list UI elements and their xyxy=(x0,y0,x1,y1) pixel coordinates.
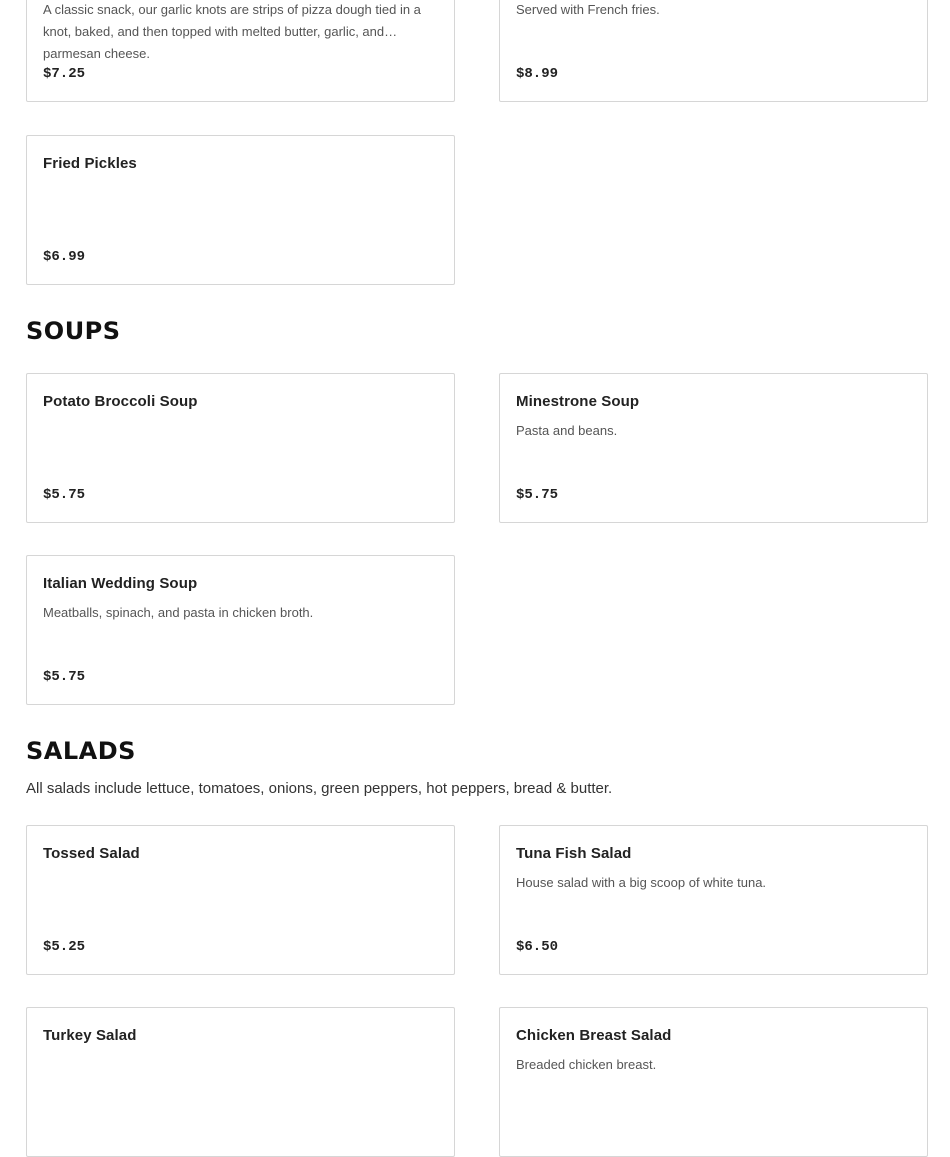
menu-item-card-italian-wedding-soup[interactable] xyxy=(26,555,455,705)
menu-item-card[interactable] xyxy=(499,0,928,102)
menu-item-price: $8.99 xyxy=(516,66,559,82)
menu-item-card-potato-broccoli-soup[interactable] xyxy=(26,373,455,523)
section-title-soups: SOUPS xyxy=(26,317,121,345)
menu-item-card-fried-pickles[interactable] xyxy=(26,135,455,285)
menu-item-price: $5.75 xyxy=(43,669,86,685)
menu-item-description: Served with French fries. xyxy=(516,2,660,17)
menu-item-card-tuna-fish-salad[interactable] xyxy=(499,825,928,975)
menu-item-description: Breaded chicken breast. xyxy=(516,1057,657,1072)
menu-item-price: $5.75 xyxy=(43,487,86,503)
menu-item-price: $6.50 xyxy=(516,939,559,955)
menu-item-price: $7.25 xyxy=(43,66,86,82)
menu-item-card-turkey-salad[interactable] xyxy=(26,1007,455,1157)
menu-item-name: Tossed Salad xyxy=(43,845,140,862)
menu-item-name: Tuna Fish Salad xyxy=(516,845,632,862)
menu-item-card-chicken-breast-salad[interactable] xyxy=(499,1007,928,1157)
menu-item-price: $6.99 xyxy=(43,249,86,265)
menu-item-price: $5.75 xyxy=(516,487,559,503)
menu-item-description: Meatballs, spinach, and pasta in chicken broth. xyxy=(43,605,314,620)
menu-item-name: Potato Broccoli Soup xyxy=(43,393,198,410)
menu-item-description: A classic snack, our garlic knots are strips of pizza dough tied in a knot, baked, and then topped with melted butter, garlic, and parmesan cheese. xyxy=(43,2,421,61)
menu-item-name: Fried Pickles xyxy=(43,155,137,172)
menu-item-card-minestrone-soup[interactable] xyxy=(499,373,928,523)
section-title-salads: SALADS xyxy=(26,737,136,765)
menu-item-name: Turkey Salad xyxy=(43,1027,137,1044)
section-note-salads: All salads include lettuce, tomatoes, onions, green peppers, hot peppers, bread & butter. xyxy=(26,780,613,797)
menu-item-name: Chicken Breast Salad xyxy=(516,1027,672,1044)
menu-item-name: Minestrone Soup xyxy=(516,393,640,410)
menu-item-card-tossed-salad[interactable] xyxy=(26,825,455,975)
menu-item-description: Pasta and beans. xyxy=(516,423,618,438)
menu-item-description: House salad with a big scoop of white tuna. xyxy=(516,875,767,890)
menu-item-card-garlic-knots[interactable] xyxy=(26,0,455,102)
menu-item-name: Italian Wedding Soup xyxy=(43,575,198,592)
menu-item-price: $5.25 xyxy=(43,939,86,955)
